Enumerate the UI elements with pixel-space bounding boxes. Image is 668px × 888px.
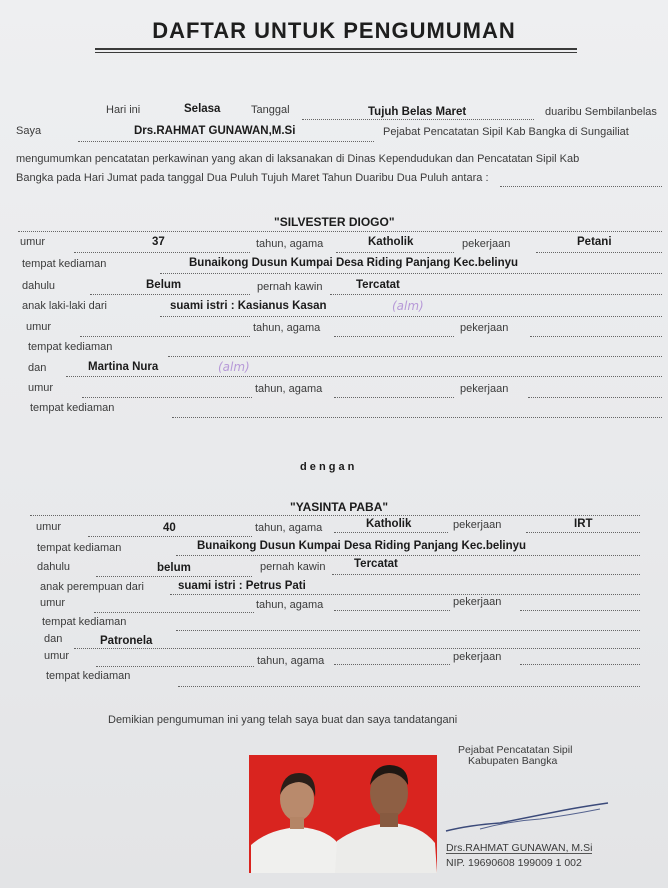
groom-father-umur-dots	[80, 336, 250, 337]
bride-father-tahun-agama-label: tahun, agama	[256, 599, 324, 611]
groom-mother-umur-label: umur	[28, 382, 54, 394]
bride-father-tempat-label: tempat kediaman	[42, 616, 127, 628]
groom-umur-label: umur	[20, 236, 46, 248]
groom-mother-note: (alm)	[218, 360, 250, 374]
pejabat-title: Pejabat Pencatatan Sipil Kab Bangka di Sungailiat	[383, 126, 629, 138]
groom-tempat-dots	[160, 273, 662, 274]
groom-mother-umur-dots	[82, 397, 252, 398]
bride-status: Tercatat	[354, 558, 398, 570]
bride-father-pekerjaan-dots	[520, 610, 640, 611]
groom-anak-label: anak laki-laki dari	[22, 300, 107, 312]
bride-dahulu: belum	[157, 562, 191, 574]
bride-name: "YASINTA PABA"	[290, 500, 389, 514]
saya-label: Saya	[16, 125, 42, 137]
couple-photo	[249, 755, 437, 873]
groom-tahun-agama-label: tahun, agama	[256, 238, 324, 250]
groom-mother-pekerjaan-dots	[528, 397, 662, 398]
groom-umur: 37	[152, 236, 165, 248]
bride-father-dots	[170, 594, 640, 595]
groom-father-note: (alm)	[392, 299, 424, 313]
groom-dahulu-label: dahulu	[22, 280, 56, 292]
groom-mother: Martina Nura	[88, 361, 159, 373]
signature-name: Drs.RAHMAT GUNAWAN, M.Si	[446, 842, 593, 854]
bride-agama: Katholik	[366, 518, 412, 530]
groom-dahulu-dots	[90, 294, 250, 295]
bride-mother-tahun-agama-label: tahun, agama	[257, 655, 325, 667]
groom-umur-dots	[74, 252, 250, 253]
hari-value: Selasa	[184, 103, 221, 115]
bride-dahulu-label: dahulu	[37, 561, 71, 573]
bride-pernah-kawin-label: pernah kawin	[260, 561, 326, 573]
document-title: DAFTAR UNTUK PENGUMUMAN	[152, 18, 516, 43]
bride-status-dots	[332, 574, 640, 575]
bride-pekerjaan-label: pekerjaan	[453, 519, 502, 531]
groom-dan-label: dan	[28, 362, 47, 374]
groom-father-umur-label: umur	[26, 321, 52, 333]
bride-mother-pekerjaan-label: pekerjaan	[453, 651, 502, 663]
pejabat-name: Drs.RAHMAT GUNAWAN,M.Si	[134, 125, 296, 137]
groom-father-pekerjaan-dots	[530, 336, 662, 337]
bride-mother-dots	[74, 648, 640, 649]
tanggal-label: Tanggal	[251, 104, 290, 116]
bride-mother-agama-dots	[334, 664, 450, 665]
title-underline-thin	[95, 52, 577, 53]
bride-tempat-dots	[176, 555, 640, 556]
groom-father-tempat-dots	[168, 356, 662, 357]
bride-father-pekerjaan-label: pekerjaan	[453, 596, 502, 608]
bride-mother-tempat-dots	[178, 686, 640, 687]
bride-father-umur-label: umur	[40, 597, 66, 609]
bride-anak-label: anak perempuan dari	[40, 581, 144, 593]
groom-status: Tercatat	[356, 279, 400, 291]
bride-dan-label: dan	[44, 633, 63, 645]
paragraph-dots	[500, 186, 662, 187]
groom-status-dots	[330, 294, 662, 295]
bride-father-agama-dots	[334, 610, 450, 611]
bride-mother-tempat-label: tempat kediaman	[46, 670, 131, 682]
groom-mother-tahun-agama-label: tahun, agama	[255, 383, 323, 395]
groom-father-dots	[160, 316, 662, 317]
bride-umur: 40	[163, 522, 176, 534]
groom-tempat-label: tempat kediaman	[22, 258, 107, 270]
bride-tahun-agama-label: tahun, agama	[255, 522, 323, 534]
groom-dahulu: Belum	[146, 279, 182, 291]
groom-father-tempat-label: tempat kediaman	[28, 341, 113, 353]
bride-tempat: Bunaikong Dusun Kumpai Desa Riding Panjang Kec.belinyu	[197, 540, 527, 552]
groom-father-tahun-agama-label: tahun, agama	[253, 322, 321, 334]
groom-mother-tempat-label: tempat kediaman	[30, 402, 115, 414]
saya-dots	[78, 141, 374, 142]
bride-mother-umur-dots	[96, 666, 254, 667]
groom-father-pekerjaan-label: pekerjaan	[460, 322, 509, 334]
bride-father: suami istri : Petrus Pati	[178, 580, 306, 592]
groom-mother-dots	[66, 376, 662, 377]
groom-father-agama-dots	[334, 336, 454, 337]
bride-mother-pekerjaan-dots	[520, 664, 640, 665]
signature-office-line-2: Kabupaten Bangka	[468, 755, 558, 767]
paragraph-line-1: mengumumkan pencatatan perkawinan yang akan di laksanakan di Dinas Kependudukan dan Pencatatan Sipil Kab	[16, 153, 580, 165]
groom-pekerjaan-label: pekerjaan	[462, 238, 511, 250]
closing-statement: Demikian pengumuman ini yang telah saya buat dan saya tandatangani	[108, 714, 458, 726]
groom-pekerjaan: Petani	[577, 236, 612, 248]
signature-office-line-1: Pejabat Pencatatan Sipil	[458, 744, 573, 756]
groom-mother-pekerjaan-label: pekerjaan	[460, 383, 509, 395]
groom-name: "SILVESTER DIOGO"	[274, 215, 395, 229]
tanggal-value: Tujuh Belas Maret	[368, 106, 467, 118]
groom-pernah-kawin-label: pernah kawin	[257, 281, 323, 293]
bride-mother-umur-label: umur	[44, 650, 70, 662]
bride-pekerjaan: IRT	[574, 518, 593, 530]
groom-mother-tempat-dots	[172, 417, 662, 418]
groom-pekerjaan-dots	[536, 252, 662, 253]
title-underline	[95, 48, 577, 50]
bride-agama-dots	[334, 532, 448, 533]
couple-photo-illustration	[249, 755, 437, 873]
tahun-text: duaribu Sembilanbelas	[545, 106, 657, 118]
signature-nip: NIP. 19690608 199009 1 002	[446, 857, 582, 869]
groom-mother-agama-dots	[334, 397, 454, 398]
bride-umur-dots	[88, 536, 252, 537]
bride-father-tempat-dots	[176, 630, 640, 631]
paragraph-line-2: Bangka pada Hari Jumat pada tanggal Dua Puluh Tujuh Maret Tahun Duaribu Dua Puluh antara :	[16, 172, 489, 184]
groom-father: suami istri : Kasianus Kasan	[170, 300, 327, 312]
signature-scribble	[440, 795, 610, 845]
bride-name-dots	[30, 515, 640, 516]
groom-agama: Katholik	[368, 236, 414, 248]
bride-umur-label: umur	[36, 521, 62, 533]
groom-name-dots	[18, 231, 662, 232]
tanggal-dots	[302, 119, 534, 120]
bride-mother: Patronela	[100, 635, 153, 647]
groom-tempat: Bunaikong Dusun Kumpai Desa Riding Panjang Kec.belinyu	[189, 257, 519, 269]
hari-ini-label: Hari ini	[106, 104, 141, 116]
dengan-separator: d e n g a n	[300, 461, 355, 473]
bride-father-umur-dots	[94, 612, 254, 613]
bride-pekerjaan-dots	[526, 532, 640, 533]
groom-agama-dots	[336, 252, 454, 253]
bride-tempat-label: tempat kediaman	[37, 542, 122, 554]
bride-dahulu-dots	[96, 576, 252, 577]
signature-name-underline	[446, 853, 592, 854]
